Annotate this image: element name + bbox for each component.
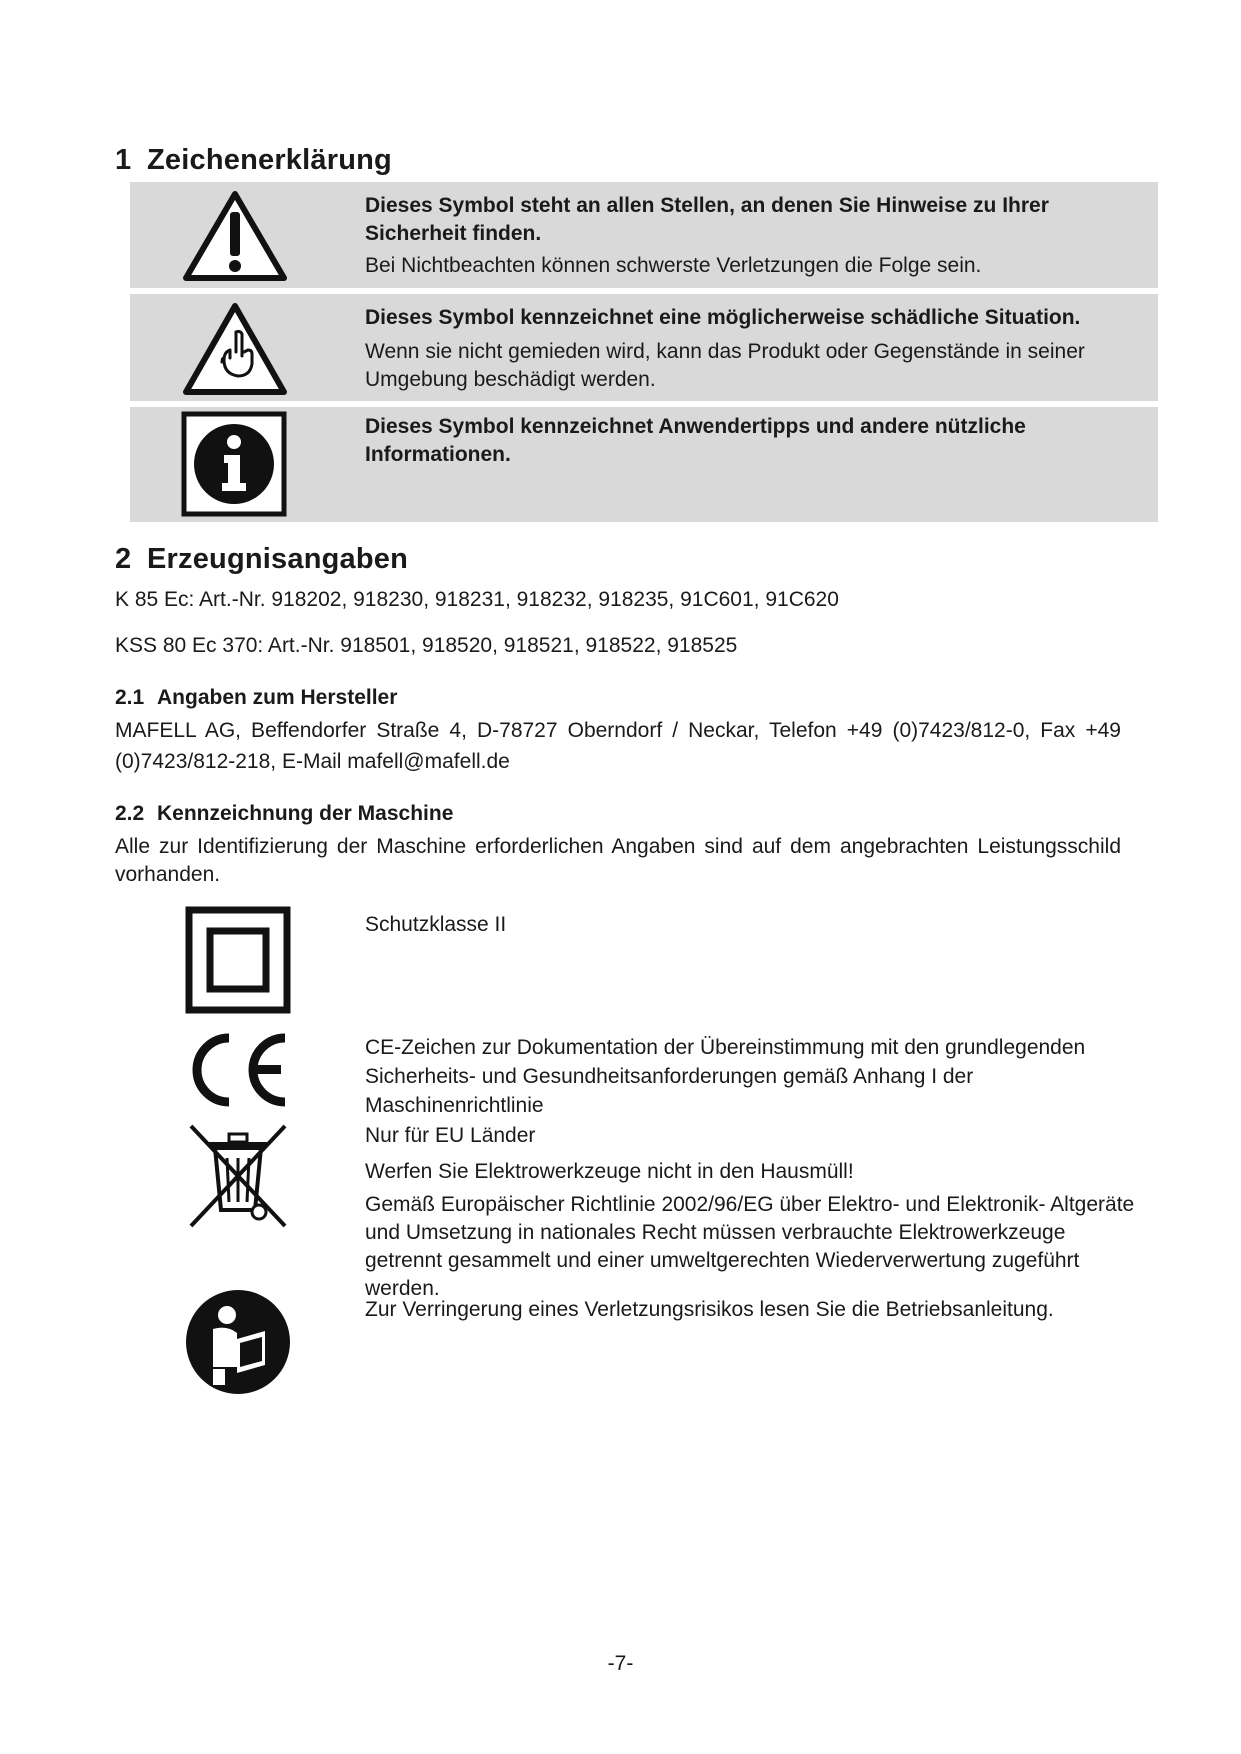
section-number: 1 — [115, 144, 132, 176]
symbol-row-safety — [130, 182, 1158, 288]
subsection-heading-2-1 — [115, 686, 397, 710]
symbol-row-info — [130, 407, 1158, 522]
section-title: Erzeugnisangaben — [147, 543, 409, 575]
protection-class-ii-icon — [185, 906, 291, 1019]
manufacturer-info: MAFELL AG, Beffendorfer Straße 4, D-78727 Oberndorf / Neckar, Telefon +49 (0)7423/812-0, Fax +49 (0)7423/812-218, E-Mail mafell@mafell.de — [115, 719, 1121, 773]
subsection-number: 2.2 — [115, 802, 145, 825]
ce-mark-text: CE-Zeichen zur Dokumentation der Übereinstimmung mit den grundlegenden Sicherheits- und Gesundheitsanforderungen gemäß Anhang I der Maschinenrichtlinie — [365, 1036, 1086, 1117]
machine-marking-text: Alle zur Identifizierung der Maschine erforderlichen Angaben sind auf dem angebrachten Leistungsschild vorhanden. — [115, 835, 1121, 886]
subsection-heading-2-2 — [115, 802, 453, 826]
section-title: Zeichenerklärung — [147, 144, 392, 176]
weee-no-household-waste: Werfen Sie Elektrowerkzeuge nicht in den Hausmüll! — [365, 1160, 854, 1183]
info-icon — [180, 411, 290, 522]
subsection-title: Angaben zum Hersteller — [157, 686, 398, 709]
article-numbers-k85: K 85 Ec: Art.-Nr. 918202, 918230, 918231, 918232, 918235, 91C601, 91C620 — [115, 588, 839, 611]
weee-eu-only: Nur für EU Länder — [365, 1124, 536, 1147]
symbol-bold-text: Dieses Symbol kennzeichnet eine möglicherweise schädliche Situation. — [365, 306, 1081, 329]
warning-exclamation-icon — [180, 188, 290, 289]
read-manual-text: Zur Verringerung eines Verletzungsrisikos lesen Sie die Betriebsanleitung. — [365, 1298, 1054, 1321]
crossed-out-bin-icon — [185, 1122, 291, 1237]
symbol-row-damage — [130, 294, 1158, 401]
symbol-description — [365, 304, 1140, 394]
symbol-text: Wenn sie nicht gemieden wird, kann das Produkt oder Gegenstände in seiner Umgebung beschädigt werden. — [365, 340, 1085, 391]
section-number: 2 — [115, 543, 132, 575]
subsection-title: Kennzeichnung der Maschine — [157, 802, 454, 825]
subsection-number: 2.1 — [115, 686, 145, 709]
symbol-text: Bei Nichtbeachten können schwerste Verletzungen die Folge sein. — [365, 254, 982, 277]
section-heading-2 — [115, 543, 408, 576]
warning-hand-icon — [180, 300, 290, 403]
weee-directive: Gemäß Europäischer Richtlinie 2002/96/EG über Elektro- und Elektronik- Altgeräte und Umsetzung in nationales Recht müssen verbrauchte Elektrowerkzeuge getrennt gesammelt und einer umweltgerechten Wiederverwertung zugeführt werden. — [365, 1193, 1135, 1300]
weee-text — [365, 1122, 1145, 1303]
read-manual-icon — [185, 1289, 291, 1400]
ce-mark-icon — [185, 1030, 291, 1115]
section-heading-1 — [115, 144, 392, 177]
page-number: -7- — [607, 1652, 634, 1675]
symbol-description — [365, 192, 1140, 280]
article-numbers-kss80: KSS 80 Ec 370: Art.-Nr. 918501, 918520, 918521, 918522, 918525 — [115, 634, 738, 657]
protection-class-text: Schutzklasse II — [365, 913, 507, 936]
symbol-bold-text: Dieses Symbol kennzeichnet Anwendertipps und andere nützliche Informationen. — [365, 415, 1026, 466]
symbol-bold-text: Dieses Symbol steht an allen Stellen, an denen Sie Hinweise zu Ihrer Sicherheit finden. — [365, 194, 1049, 245]
symbol-description — [365, 413, 1140, 469]
